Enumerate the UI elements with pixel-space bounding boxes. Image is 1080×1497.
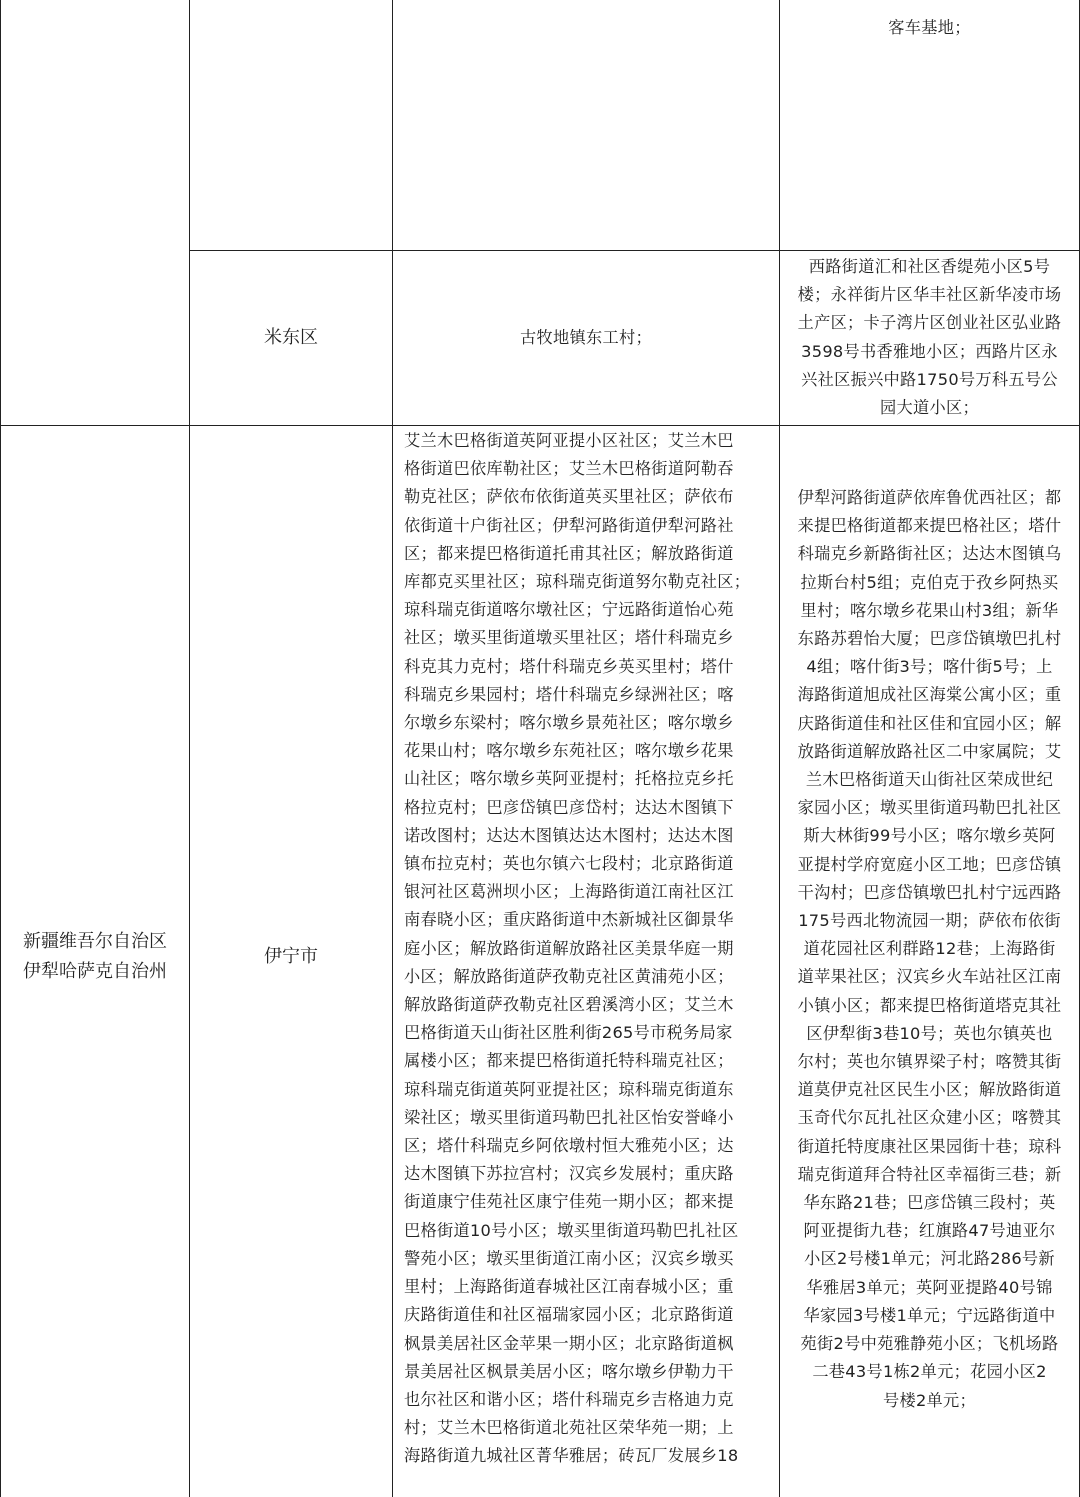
row3-district-cell <box>190 426 392 1497</box>
row3-col4-line: 科瑞克乡新路街社区；达达木图镇乌 <box>797 544 1062 564</box>
row2-col4-cell <box>780 253 1079 422</box>
row3-col3-line: 科克其力克村；塔什科瑞克乡英买里村；塔什 <box>404 656 734 676</box>
row3-col3-line: 南春晓小区；重庆路街道中杰新城社区御景华 <box>404 910 734 930</box>
row3-col4-line: 兰木巴格街道天山街社区荣成世纪 <box>805 770 1054 790</box>
row2-col3-cell <box>393 251 779 425</box>
row3-col3-line: 警苑小区；墩买里街道江南小区；汉宾乡墩买 <box>404 1248 734 1268</box>
row3-col3-line: 花果山村；喀尔墩乡东苑社区；喀尔墩乡花果 <box>404 741 734 761</box>
row2-district: 米东区 <box>264 327 318 348</box>
row3-col3-line: 格拉克村；巴彦岱镇巴彦岱村；达达木图镇下 <box>404 797 734 817</box>
row3-col3-line: 景美居社区枫景美居小区；喀尔墩乡伊勒力干 <box>404 1361 734 1381</box>
row3-col4-line: 庆路街道佳和社区佳和宜园小区；解 <box>797 713 1062 733</box>
row3-col4-line: 家园小区；墩买里街道玛勒巴扎社区 <box>797 798 1062 818</box>
row3-col3-line: 银河社区葛洲坝小区；上海路街道江南社区江 <box>404 882 734 902</box>
row3-col4-line: 区伊犁街3巷10号；英也尔镇英也 <box>806 1023 1053 1043</box>
row3-col3-cell <box>404 427 778 1471</box>
row3-col3-line: 庆路街道佳和社区福瑞家园小区；北京路街道 <box>404 1305 734 1325</box>
row2-col4-line: 兴社区振兴中路1750号万科五号公 <box>801 369 1058 389</box>
row3-col3-line: 依街道十户街社区；伊犁河路街道伊犁河路社 <box>404 515 734 535</box>
row3-col3-line: 科瑞克乡果园村；塔什科瑞克乡绿洲社区；喀 <box>404 684 734 704</box>
row3-col4-line: 来提巴格街道都来提巴格社区；塔什 <box>797 516 1062 536</box>
row3-col4-line: 街道托特度康社区果园街十巷；琼科 <box>797 1136 1062 1156</box>
row2-col4-line: 园大道小区； <box>880 398 979 418</box>
row2-col4-line: 土产区；卡子湾片区创业社区弘业路 <box>797 313 1062 333</box>
row3-region-line: 新疆维吾尔自治区 <box>23 930 167 952</box>
row3-col4-line: 阿亚提街九巷；红旗路47号迪亚尔 <box>803 1221 1056 1241</box>
row3-col3-line: 属楼小区；都来提巴格街道托特科瑞克社区； <box>404 1051 734 1071</box>
row3-col3-line: 里村；上海路街道春城社区江南春城小区；重 <box>404 1277 734 1297</box>
row3-col4-line: 伊犁河路街道萨依库鲁优西社区；都 <box>797 488 1062 507</box>
row3-col3-line: 库都克买里社区；琼科瑞克街道努尔勒克社区； <box>404 572 751 592</box>
row3-col4-line: 拉斯台村5组；克伯克于孜乡阿热买 <box>800 572 1059 592</box>
row3-district: 伊宁市 <box>264 945 318 967</box>
row3-col3-line: 小区；解放路街道萨孜勒克社区黄浦苑小区； <box>404 966 734 986</box>
row3-col3-line: 区；都来提巴格街道托甫其社区；解放路街道 <box>404 543 734 563</box>
row2-col3-text: 古牧地镇东工村； <box>520 327 652 347</box>
row3-col3-line: 解放路街道萨孜勒克社区碧溪湾小区；艾兰木 <box>404 995 734 1015</box>
row1-col4-cell <box>780 14 1079 42</box>
row3-col4-line: 苑街2号中苑雅静苑小区；飞机场路 <box>800 1334 1059 1354</box>
row3-col4-line: 华家园3号楼1单元；宁远路街道中 <box>803 1305 1056 1325</box>
row3-col3-line: 艾兰木巴格街道英阿亚提小区社区；艾兰木巴 <box>404 431 734 450</box>
row3-col3-line: 镇布拉克村；英也尔镇六七段村；北京路街道 <box>404 854 734 874</box>
row2-col4-line: 西路街道汇和社区香缇苑小区5号 <box>808 257 1051 276</box>
row3-col3-line: 琼科瑞克街道喀尔墩社区；宁远路街道怡心苑 <box>404 600 734 620</box>
row3-col4-cell <box>780 484 1079 1415</box>
row1-col4-line: 客车基地； <box>888 18 971 37</box>
row3-region-line: 伊犁哈萨克自治州 <box>23 960 167 982</box>
row3-col4-line: 华东路21巷；巴彦岱镇三段村；英 <box>803 1193 1056 1213</box>
row3-col3-line: 社区；墩买里街道墩买里社区；塔什科瑞克乡 <box>404 628 734 648</box>
row3-col3-line: 梁社区；墩买里街道玛勒巴扎社区怡安誉峰小 <box>404 1107 734 1127</box>
row3-col3-line: 巴格街道10号小区；墩买里街道玛勒巴扎社区 <box>404 1220 739 1240</box>
row3-col4-line: 华雅居3单元；英阿亚提路40号锦 <box>806 1277 1053 1297</box>
row3-col4-line: 175号西北物流园一期；萨依布依街 <box>798 911 1061 931</box>
row3-col3-line: 诺改图村；达达木图镇达达木图村；达达木图 <box>404 825 734 845</box>
row3-col3-line: 枫景美居社区金苹果一期小区；北京路街道枫 <box>404 1333 734 1353</box>
row3-col4-line: 道莫伊克社区民生小区；解放路街道 <box>797 1080 1062 1100</box>
row3-col4-line: 瑞克街道拜合特社区幸福街三巷；新 <box>797 1164 1062 1184</box>
row3-col4-line: 干沟村；巴彦岱镇墩巴扎村宁远西路 <box>797 882 1062 902</box>
row3-col3-line: 也尔社区和谐小区；塔什科瑞克乡吉格迪力克 <box>404 1389 734 1409</box>
row3-col4-line: 亚提村学府宽庭小区工地；巴彦岱镇 <box>797 854 1062 874</box>
row3-col4-line: 4组；喀什街3号；喀什街5号；上 <box>806 657 1053 677</box>
row3-col4-line: 尔村；英也尔镇界梁子村；喀赞其街 <box>797 1052 1062 1072</box>
row3-col3-line: 尔墩乡东梁村；喀尔墩乡景苑社区；喀尔墩乡 <box>404 713 734 733</box>
row2-district-cell <box>190 251 392 425</box>
row3-col4-line: 放路街道解放路社区二中家属院；艾 <box>797 741 1062 761</box>
row3-col4-line: 东路苏碧怡大厦；巴彦岱镇墩巴扎村 <box>797 629 1062 649</box>
row3-col4-line: 海路街道旭成社区海棠公寓小区；重 <box>797 685 1062 705</box>
row3-col4-line: 二巷43号1栋2单元；花园小区2 <box>812 1362 1047 1382</box>
grid-line-col3-left <box>392 0 393 1497</box>
row3-col4-line: 斯大林街99号小区；喀尔墩乡英阿 <box>803 826 1056 846</box>
row3-col4-line: 玉奇代尔瓦扎社区众建小区；喀赞其 <box>797 1108 1062 1128</box>
row3-col4-line: 道花园社区利群路12巷；上海路街 <box>803 939 1056 959</box>
row3-col4-line: 小区2号楼1单元；河北路286号新 <box>804 1249 1055 1269</box>
row3-col3-line: 格街道巴依库勒社区；艾兰木巴格街道阿勒吞 <box>404 459 734 479</box>
row3-col3-line: 庭小区；解放路街道解放路社区美景华庭一期 <box>404 938 734 958</box>
row3-col3-line: 琼科瑞克街道英阿亚提社区；琼科瑞克街道东 <box>404 1079 734 1099</box>
row2-col4-line: 3598号书香雅地小区；西路片区永 <box>801 341 1058 361</box>
row3-col3-line: 区；塔什科瑞克乡阿依墩村恒大雅苑小区；达 <box>404 1136 734 1156</box>
row3-col4-line: 道苹果社区；汉宾乡火车站社区江南 <box>797 967 1062 987</box>
row3-col3-line: 山社区；喀尔墩乡英阿亚提村；托格拉克乡托 <box>404 769 734 789</box>
row3-col3-line: 村；艾兰木巴格街道北苑社区荣华苑一期；上 <box>404 1418 734 1438</box>
row3-col3-line: 街道康宁佳苑社区康宁佳苑一期小区；都来提 <box>404 1192 734 1212</box>
row3-col4-line: 里村；喀尔墩乡花果山村3组；新华 <box>800 600 1059 620</box>
row2-col4-line: 楼；永祥街片区华丰社区新华凌市场 <box>797 285 1062 305</box>
row3-col4-line: 号楼2单元； <box>882 1390 977 1410</box>
row3-col4-line: 小镇小区；都来提巴格街道塔克其社 <box>797 995 1062 1015</box>
row3-col3-line: 巴格街道天山街社区胜利街265号市税务局家 <box>404 1023 733 1043</box>
row3-region-cell <box>1 426 189 1497</box>
row3-col3-line: 海路街道九城社区菁华雅居；砖瓦厂发展乡18 <box>404 1446 739 1466</box>
row3-col3-line: 勒克社区；萨依布依街道英买里社区；萨依布 <box>404 487 734 507</box>
row3-col3-line: 达木图镇下苏拉宫村；汉宾乡发展村；重庆路 <box>404 1164 734 1184</box>
